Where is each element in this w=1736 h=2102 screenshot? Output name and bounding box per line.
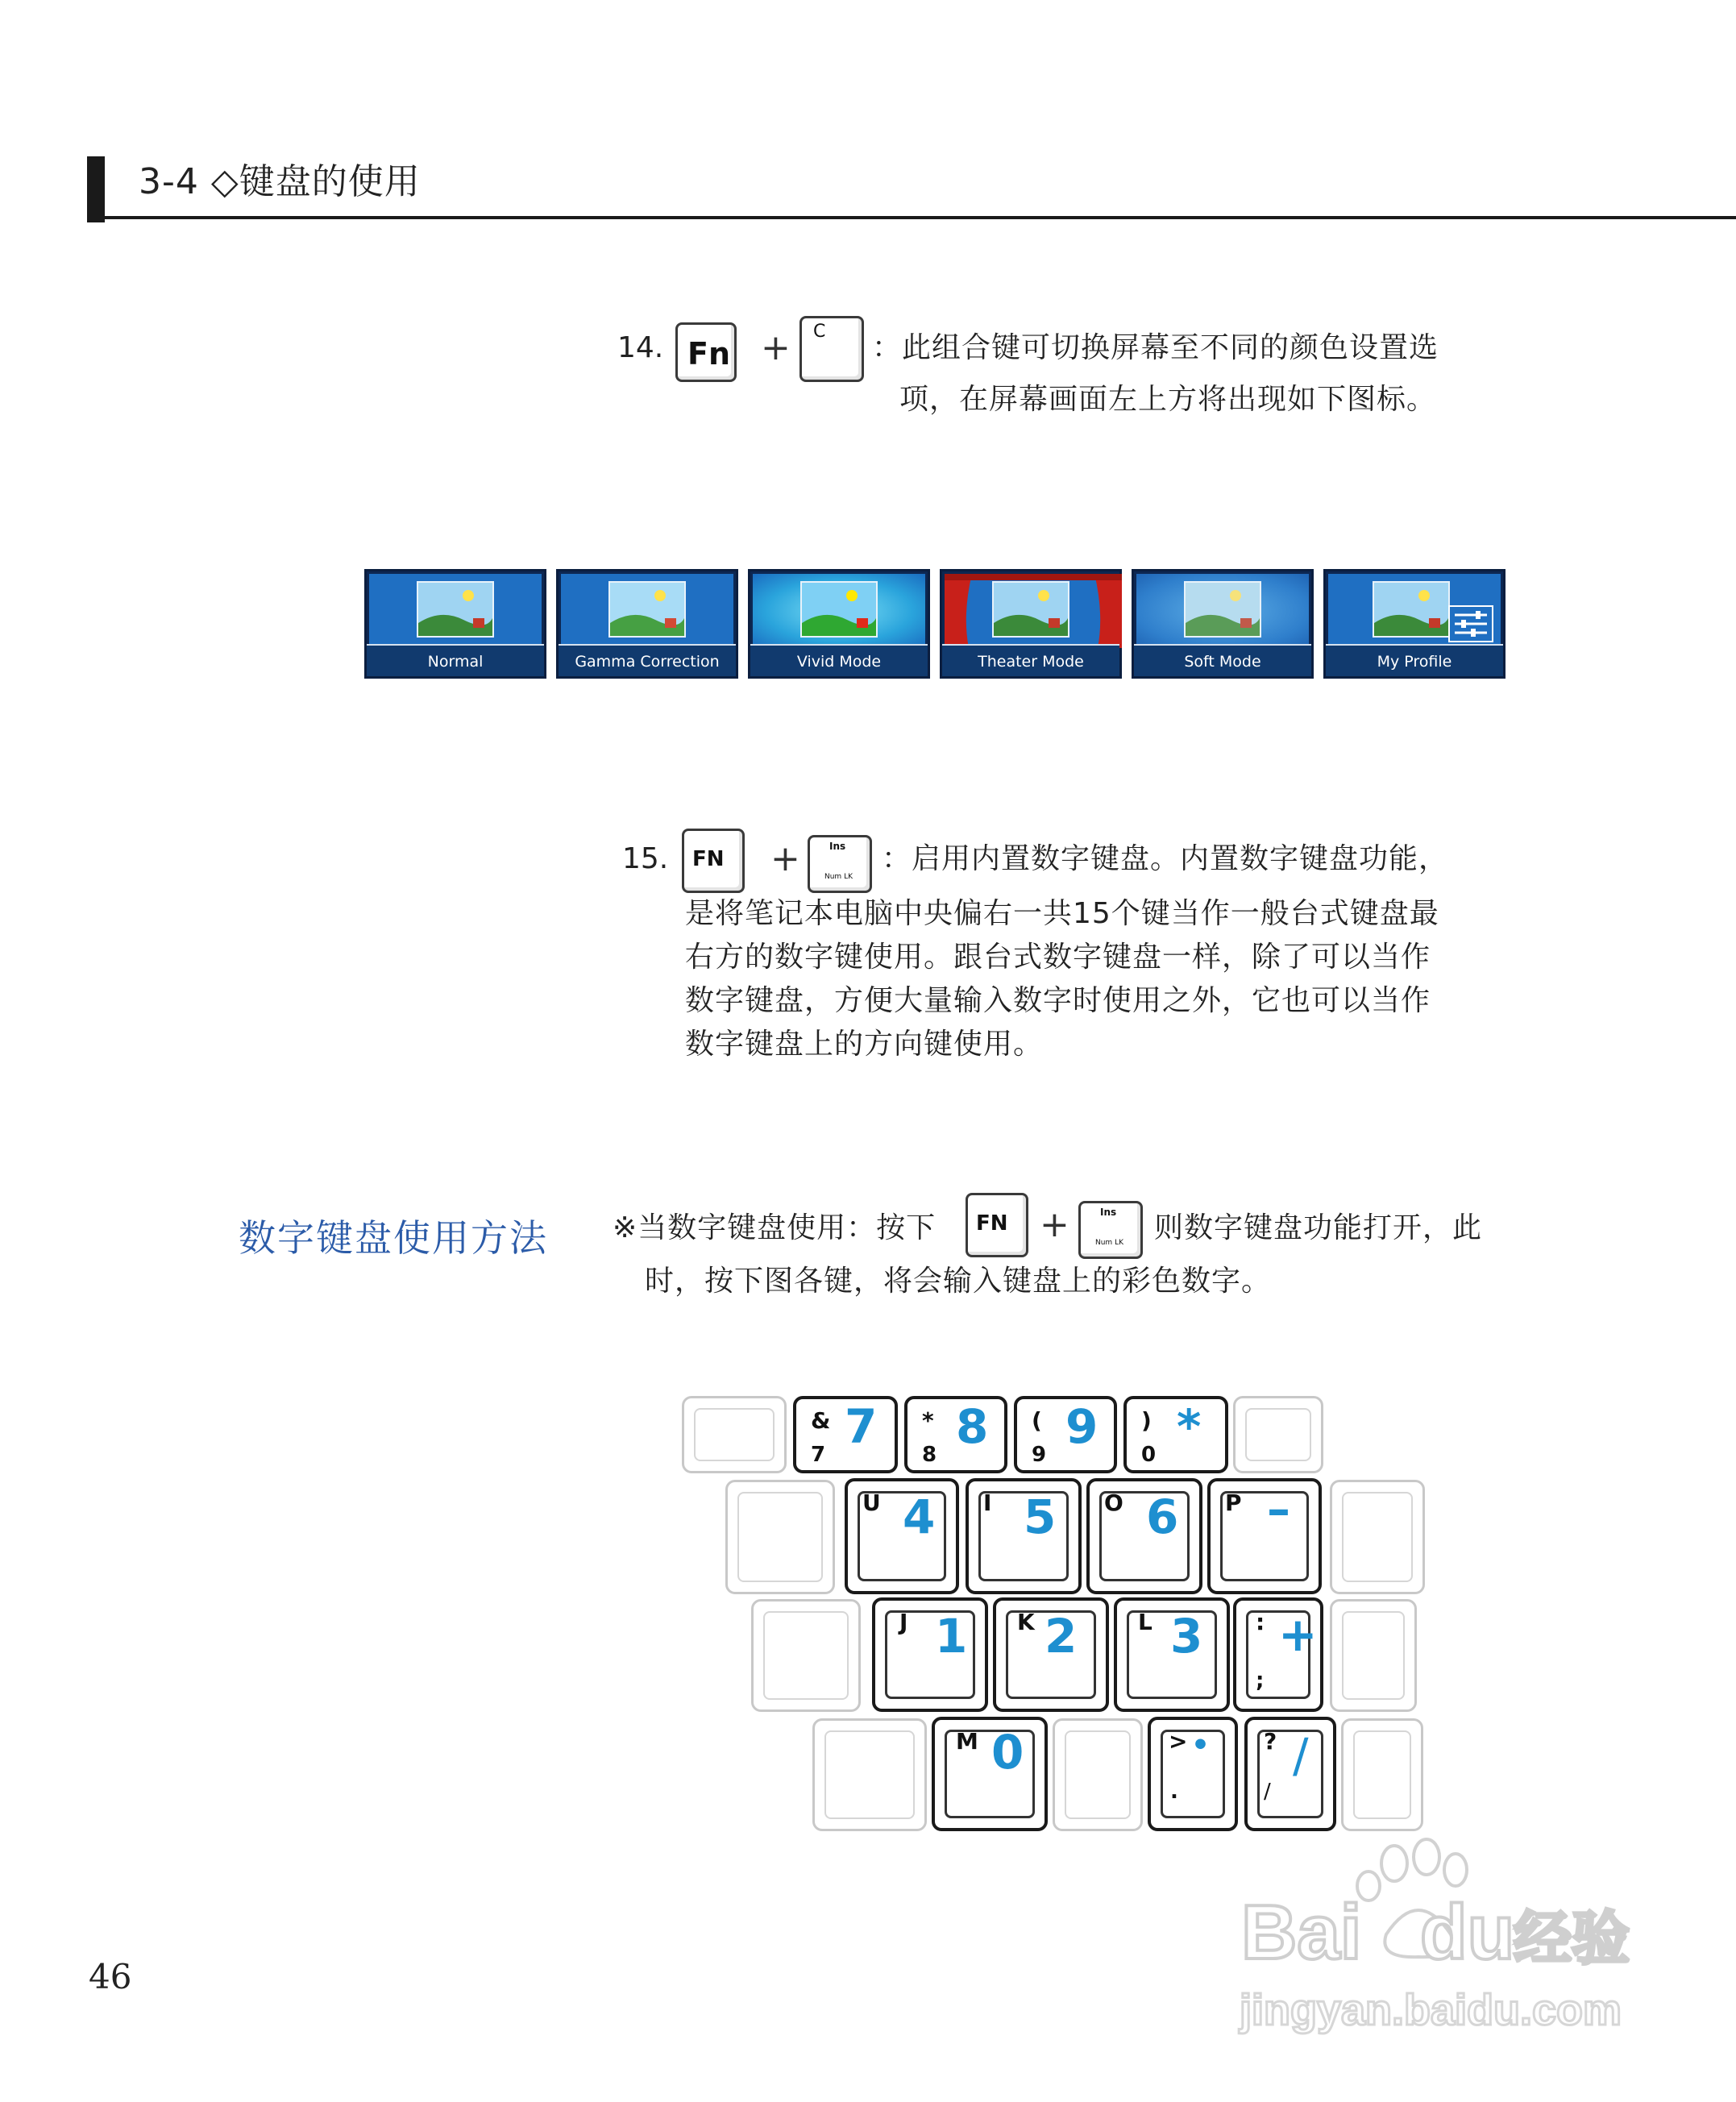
key-inner	[694, 1408, 775, 1461]
key-number-label: 8	[956, 1399, 989, 1454]
key-number-label: 7	[845, 1399, 878, 1454]
mode-label: Normal	[427, 653, 484, 671]
key-inner	[824, 1730, 915, 1819]
keypad-key-dim	[1330, 1599, 1417, 1712]
key-top-label: J	[899, 1609, 908, 1635]
key-top-label: U	[862, 1489, 881, 1516]
keypad-key-dim	[1330, 1480, 1425, 1594]
keypad-key	[993, 1597, 1109, 1712]
section-note-line2: 时，按下图各键，将会输入键盘上的彩色数字。	[645, 1265, 1272, 1298]
header-rule	[87, 216, 1736, 219]
page-title: 3-4 ◇键盘的使用	[139, 161, 421, 202]
keypad-key	[872, 1597, 988, 1712]
key-top-label: L	[1138, 1609, 1152, 1635]
page-number: 46	[89, 1957, 132, 1996]
key-top-label: M	[956, 1728, 978, 1755]
item-14-text-line1: ：此组合键可切换屏幕至不同的颜色设置选	[872, 331, 1439, 364]
key-number-label: *	[1177, 1399, 1202, 1454]
svg-text:经验: 经验	[1514, 1905, 1630, 1972]
ins-label: Ins	[829, 841, 846, 852]
section-note-part1: ※当数字键盘使用：按下	[613, 1211, 937, 1244]
landscape-icon	[800, 581, 878, 638]
key-top-label: I	[983, 1489, 992, 1516]
paw-icon	[1233, 1838, 1636, 2047]
key-inner	[1245, 1408, 1311, 1461]
mode-label: Vivid Mode	[796, 653, 882, 671]
mode-label: Soft Mode	[1184, 653, 1261, 671]
keypad-key	[1123, 1396, 1228, 1473]
key-bottom-label: 7	[811, 1443, 826, 1467]
mode-tile-my-profile	[1323, 569, 1506, 679]
keypad-key-dim	[1341, 1718, 1423, 1831]
keypad-key	[904, 1396, 1007, 1473]
key-number-label: 4	[903, 1489, 936, 1544]
key-bottom-label: ;	[1256, 1668, 1265, 1693]
key-number-label: 0	[991, 1725, 1024, 1780]
numlk-label: Num LK	[1095, 1239, 1123, 1247]
key-top-label: P	[1225, 1489, 1242, 1516]
keypad-key	[1207, 1478, 1322, 1594]
key-bottom-label: 0	[1141, 1443, 1157, 1467]
keypad-key	[932, 1717, 1048, 1831]
mode-label: My Profile	[1377, 653, 1452, 671]
key-top-label: :	[1256, 1609, 1265, 1635]
key-number-label: 5	[1024, 1489, 1057, 1544]
item-15-number: 15.	[622, 842, 669, 875]
key-number-label: –	[1267, 1481, 1290, 1536]
key-top-label: (	[1032, 1407, 1042, 1434]
svg-text:du: du	[1420, 1889, 1515, 1975]
landscape-icon	[608, 581, 686, 638]
mode-label: Theater Mode	[978, 653, 1084, 671]
fn-key-label: FN	[976, 1211, 1008, 1236]
ins-numlk-key	[1078, 1201, 1143, 1259]
mode-tile-soft-mode	[1132, 569, 1314, 679]
item-15-text-line1: ：启用内置数字键盘。内置数字键盘功能，	[882, 842, 1449, 875]
svg-text:jingyan.baidu.com: jingyan.baidu.com	[1240, 1986, 1622, 2034]
keypad-key	[1014, 1396, 1117, 1473]
item-15-text-line4: 数字键盘，方便大量输入数字时使用之外，它也可以当作	[685, 984, 1431, 1017]
sliders-icon	[1448, 605, 1493, 642]
mode-tile-theater-mode	[940, 569, 1122, 679]
header-accent-bar	[87, 156, 105, 222]
key-bottom-label: .	[1170, 1780, 1178, 1804]
item-14-number: 14.	[617, 331, 664, 364]
keypad-key-dim	[1233, 1396, 1323, 1473]
mode-tile-vivid-mode	[748, 569, 930, 679]
keypad-key	[1244, 1717, 1336, 1831]
key-number-label: 6	[1146, 1489, 1179, 1544]
ins-numlk-key	[808, 835, 872, 893]
key-top-label: O	[1104, 1489, 1123, 1516]
item-15-text-line2: 是将笔记本电脑中央偏右一共15个键当作一般台式键盘最	[685, 897, 1439, 930]
key-inner	[1353, 1730, 1411, 1819]
key-inner	[1065, 1730, 1131, 1819]
keypad-key	[1148, 1717, 1238, 1831]
numlk-label: Num LK	[824, 873, 853, 881]
key-bottom-label: /	[1264, 1780, 1271, 1804]
key-number-label: •	[1191, 1729, 1211, 1762]
key-bottom-label: 9	[1032, 1443, 1047, 1467]
keypad-key-dim	[751, 1599, 861, 1712]
fn-key	[966, 1193, 1028, 1257]
key-number-label: 2	[1045, 1609, 1078, 1664]
landscape-icon	[1184, 581, 1261, 638]
keypad-key	[966, 1478, 1082, 1594]
fn-key-label: Fn	[687, 336, 731, 372]
mode-tile-normal	[364, 569, 546, 679]
key-inner	[737, 1492, 823, 1582]
key-inner	[1342, 1611, 1405, 1700]
key-number-label: /	[1293, 1728, 1309, 1783]
keypad-key	[793, 1396, 898, 1473]
baidu-watermark-logo	[1233, 1838, 1636, 2047]
key-number-label: 3	[1170, 1609, 1203, 1664]
c-key-label: C	[813, 322, 826, 342]
landscape-icon	[417, 581, 494, 638]
plus-sign: +	[761, 327, 791, 368]
keypad-key	[845, 1478, 959, 1594]
plus-sign: +	[1040, 1204, 1069, 1245]
mode-label: Gamma Correction	[575, 653, 720, 671]
landscape-icon	[1373, 581, 1450, 638]
keypad-key-dim	[725, 1480, 835, 1594]
section-note-part2: 则数字键盘功能打开，此	[1154, 1211, 1483, 1244]
keypad-key-dim	[812, 1718, 927, 1831]
keypad-key	[1086, 1478, 1202, 1594]
svg-text:Bai: Bai	[1241, 1889, 1362, 1975]
item-15-text-line3: 右方的数字键使用。跟台式数字键盘一样，除了可以当作	[685, 941, 1431, 974]
landscape-icon	[992, 581, 1069, 638]
key-top-label: &	[811, 1407, 831, 1434]
item-14-text-line2: 项，在屏幕画面左上方将出现如下图标。	[899, 383, 1437, 416]
keypad-key-dim	[682, 1396, 787, 1473]
keypad-key-dim	[1053, 1718, 1143, 1831]
c-key	[799, 316, 864, 382]
key-bottom-label: 8	[922, 1443, 937, 1467]
key-top-label: *	[922, 1407, 934, 1434]
fn-key	[675, 322, 737, 382]
keypad-key	[1114, 1597, 1230, 1712]
key-top-label: ?	[1264, 1728, 1277, 1755]
plus-sign: +	[770, 838, 800, 879]
key-top-label: K	[1017, 1609, 1035, 1635]
fn-key	[682, 829, 745, 893]
mode-tile-gamma-correction	[556, 569, 738, 679]
key-number-label: 9	[1065, 1399, 1098, 1454]
ins-label: Ins	[1100, 1207, 1117, 1218]
key-top-label: >	[1169, 1728, 1188, 1755]
keypad-key	[1233, 1597, 1323, 1712]
section-heading: 数字键盘使用方法	[239, 1216, 548, 1260]
key-number-label: +	[1278, 1607, 1318, 1662]
key-number-label: 1	[935, 1609, 968, 1664]
key-inner	[763, 1611, 849, 1700]
fn-key-label: FN	[692, 847, 725, 871]
key-inner	[1342, 1492, 1413, 1582]
key-top-label: )	[1141, 1407, 1152, 1434]
item-15-text-line5: 数字键盘上的方向键使用。	[685, 1028, 1044, 1061]
